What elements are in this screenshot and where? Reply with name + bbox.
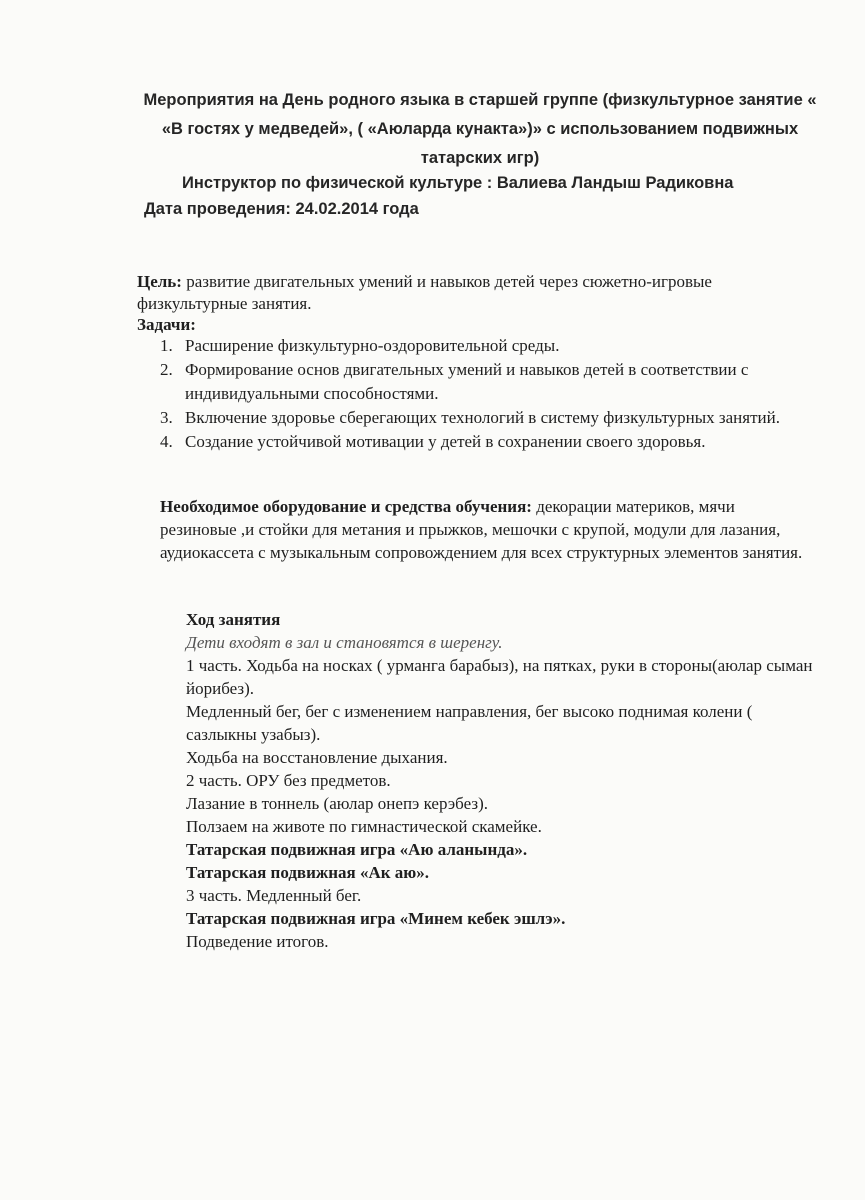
course-line: Подведение итогов.: [186, 932, 329, 951]
task-item: 3. Включение здоровье сберегающих технологий в систему физкультурных занятий.: [160, 408, 780, 427]
task-item: 1. Расширение физкультурно-оздоровительной среды.: [160, 336, 560, 355]
task-item: 2. Формирование основ двигательных умений и навыков детей в соответствии с индивидуальными способностями.: [160, 360, 749, 403]
date-line: Дата проведения: 24.02.2014 года: [144, 200, 419, 218]
goal-label: Цель:: [137, 272, 182, 291]
course-line: 3 часть. Медленный бег.: [186, 886, 362, 905]
course-line: Лазание в тоннель (аюлар онепэ керэбез).: [186, 794, 488, 813]
equipment-label: Необходимое оборудование и средства обучения:: [160, 497, 532, 516]
equipment-paragraph: [160, 495, 810, 564]
course-section: [186, 608, 826, 953]
document-title: Мероприятия на День родного языка в старшей группе (физкультурное занятие « «В гостях у медведей», ( «Аюларда кунакта»)» с использованием подвижных татарских игр): [143, 91, 817, 167]
tasks-heading: Задачи:: [137, 315, 196, 334]
course-line: 1 часть. Ходьба на носках ( урманга барабыз), на пятках, руки в стороны(аюлар сыман йорибез).: [186, 656, 813, 698]
course-line: 2 часть. ОРУ без предметов.: [186, 771, 391, 790]
instructor-line: Инструктор по физической культуре : Валиева Ландыш Радиковна: [182, 174, 734, 192]
course-game-line: Татарская подвижная игра «Минем кебек эшлэ».: [186, 909, 566, 928]
course-line: Ползаем на животе по гимнастической скамейке.: [186, 817, 542, 836]
task-item: 4. Создание устойчивой мотивации у детей в сохранении своего здоровья.: [160, 432, 706, 451]
course-line: Медленный бег, бег с изменением направления, бег высоко поднимая колени ( сазлыкны узабыз).: [186, 702, 753, 744]
course-game-line: Татарская подвижная «Ак аю».: [186, 863, 430, 882]
course-heading: Ход занятия: [186, 610, 281, 629]
tasks-list: [160, 334, 820, 454]
course-game-line: Татарская подвижная игра «Аю аланында».: [186, 840, 528, 859]
equipment-text: декорации материков, мячи резиновые ,и стойки для метания и прыжков, мешочки с крупой, модули для лазания, аудиокассета с музыкальным сопровождением для всех структурных элементов занятия.: [160, 497, 803, 562]
course-intro: Дети входят в зал и становятся в шеренгу.: [186, 633, 503, 652]
course-line: Ходьба на восстановление дыхания.: [186, 748, 448, 767]
goal-text: развитие двигательных умений и навыков детей через сюжетно-игровые физкультурные занятия.: [137, 272, 712, 313]
goal-paragraph: [137, 271, 777, 315]
